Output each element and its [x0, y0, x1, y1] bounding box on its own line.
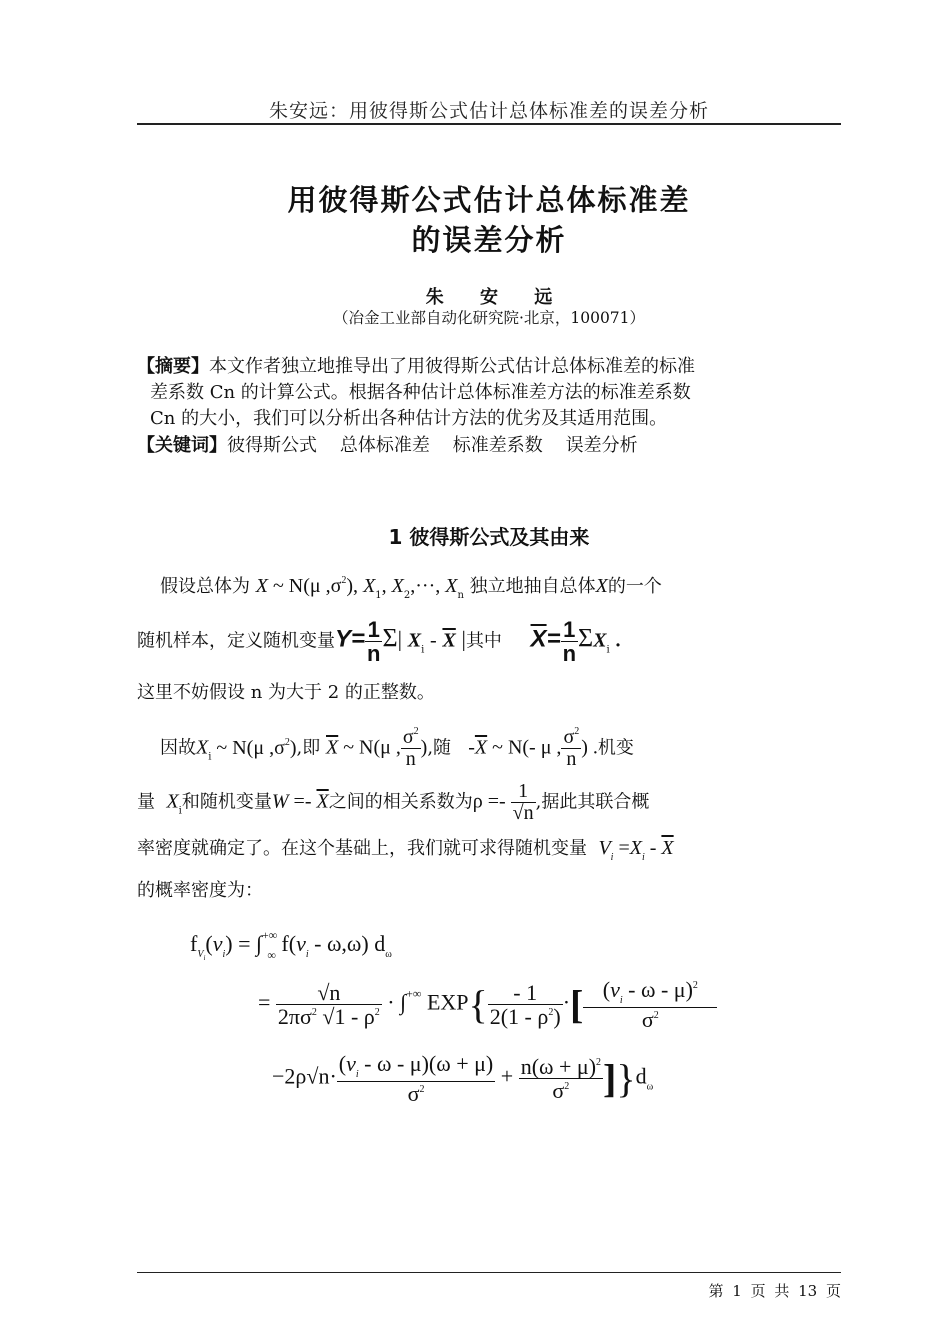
math-inline: X: [255, 575, 268, 597]
text: 假设总体为: [160, 576, 250, 597]
text: 随机样本，定义随机变量: [137, 630, 335, 652]
keywords-line: [137, 433, 638, 459]
text: 的一个: [607, 576, 662, 597]
body-line-6: 率密度就确定了。在这个基础上，我们就可求得随机变量 $V_i =X_i - \overline{X}$: [137, 837, 674, 863]
abstract-line2: 差系数 Cn 的计算公式。根据各种估计总体标准差方法的标准差系数: [150, 382, 691, 403]
body-line-3: 这里不妨假设 n 为大于 2 的正整数。: [137, 682, 435, 703]
text: ,即: [296, 737, 321, 759]
body-line-7: 的概率密度为：: [137, 880, 263, 901]
page-number: 第 1 页 共 13 页: [708, 1282, 841, 1300]
text: ,据此其联合概: [535, 791, 650, 813]
section-title: 1 彼得斯公式及其由来: [388, 525, 590, 549]
running-header: 朱安远：用彼得斯公式估计总体标准差的误差分析: [268, 100, 709, 122]
body-line-2: 随机样本，定义随机变量Y= $\frac{1}{n}$ Σ| $X_i - \overline{X}$ |其中 $\overline{X}=$ $\frac{1}{n}$ $\Sigma X_i$ .: [137, 617, 621, 667]
body-line-5: 量 $X_i$和随机变量$W =- \overline{X}$之间的相关系数为ρ =- $\frac{1}{√n}$ ,据此其联合概: [137, 780, 650, 824]
text: 因故: [160, 737, 196, 759]
equation-line-3: −2ρ√n· $\frac{(\nu_i - \omega - \mu)(\omega + \mu)}{\sigma^2}$ + $\frac{n(\omega + \mu)^2}{\sigma^2}$ ]}$d_\omega$: [272, 1051, 654, 1106]
affiliation: （冶金工业部自动化研究院·北京，100071）: [332, 309, 646, 327]
keyword-3: 标准差系数: [452, 435, 543, 456]
text: 率密度就确定了。在这个基础上，我们就可求得随机变量: [137, 838, 587, 859]
math-Y-def: Y: [335, 625, 352, 653]
text: 和随机变量: [181, 791, 272, 813]
body-line-1: 假设总体为 X ~ N(μ $,\sigma^2$), $X_1$, $X_2,\cdot\cdot\cdot$, $X_n$ 独立地抽自总体X的一个: [160, 575, 662, 601]
text: 机变: [597, 737, 634, 759]
header-rule: [137, 123, 841, 125]
body-line-4: 因故$X_i$ ~ N(μ $,\sigma^2$),即 $\overline{X}$ ~ N(μ , $\frac{\sigma^2}{n}$ ),随 $-\overline{X}$ ~ N(- μ , $\frac{\sigma^2}{n}$ ) .机变: [160, 726, 634, 770]
keywords-label: 【关键词】: [137, 435, 227, 456]
text: 量: [137, 791, 155, 813]
abstract-text-1: 本文作者独立地推导出了用彼得斯公式估计总体标准差的标准: [209, 356, 695, 377]
equation-line-1: $f_{V_i}(\nu_i) = \int^{+\infty}_\infty$ $f(\nu_i - \omega,\omega)$ $d_\omega$: [190, 928, 392, 962]
abstract-label: 【摘要】: [137, 356, 209, 377]
author: 朱 安 远: [425, 287, 553, 308]
keyword-1: 彼得斯公式: [227, 435, 317, 456]
text: 之间的相关系数为: [328, 791, 473, 813]
paper-title-line1: 用彼得斯公式估计总体标准差: [287, 183, 691, 217]
text: 其中: [465, 630, 502, 652]
equation-line-2: = $\frac{√n}{2\pi\sigma^2 √1 - \rho^2}$ · ∫+∞ EXP{ $\frac{- 1}{2(1 - \rho^2)}$ ·[ $\frac{(\nu_i - \omega - \mu)^2}{\sigma^2}$: [258, 978, 717, 1031]
abstract-line1: [137, 354, 695, 380]
paper-title-line2: 的误差分析: [411, 223, 567, 257]
keyword-4: 误差分析: [565, 435, 638, 456]
abstract-line3: Cn 的大小，我们可以分析出各种估计方法的优劣及其适用范围。: [150, 408, 668, 429]
keyword-2: 总体标准差: [339, 435, 430, 456]
footer-rule: [137, 1272, 841, 1273]
text: 独立地抽自总体: [469, 576, 596, 597]
text: ,随: [427, 737, 452, 759]
